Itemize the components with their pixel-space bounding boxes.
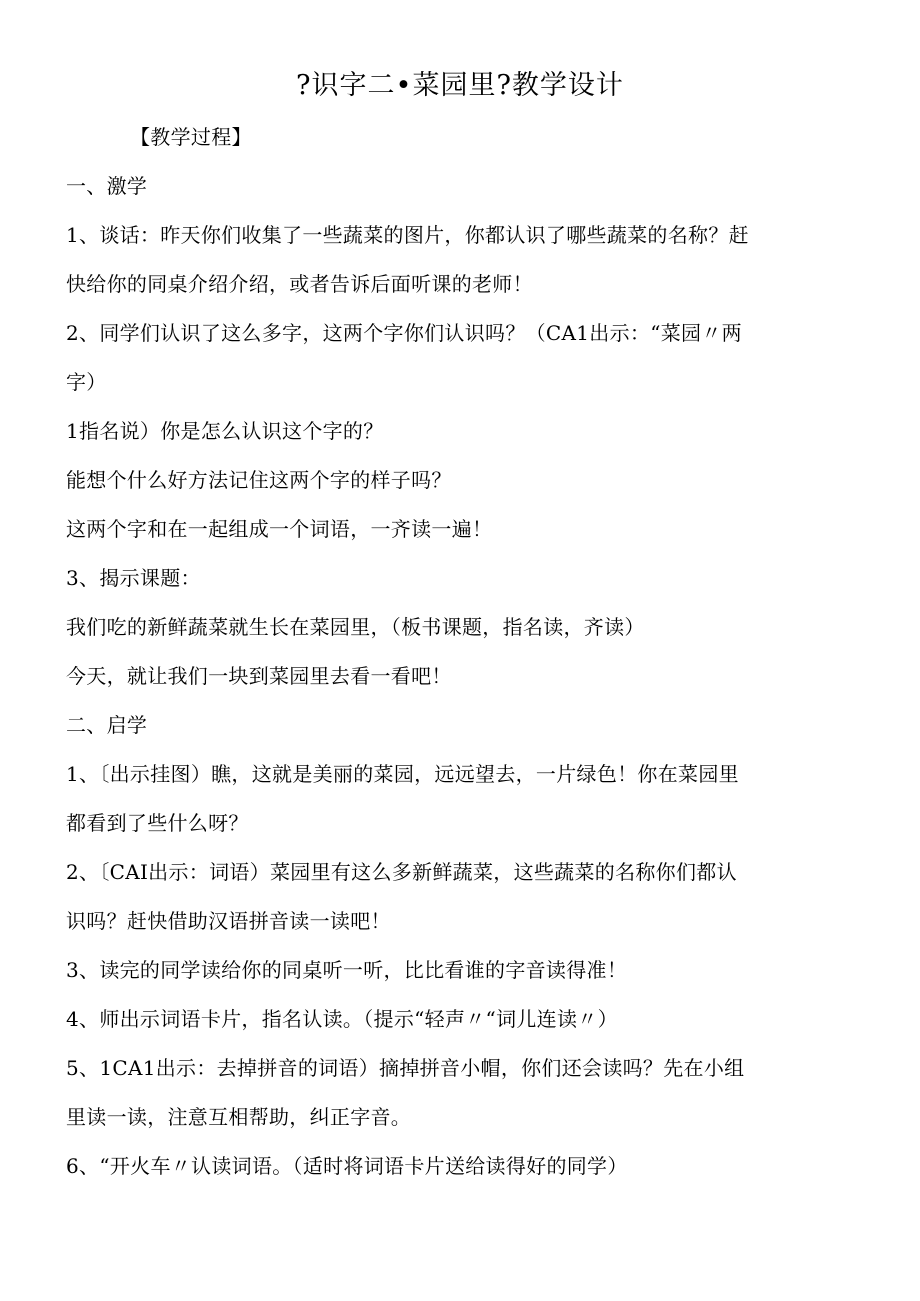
document-title: ?识字二•菜园里?教学设计 bbox=[296, 70, 624, 101]
line-6: 1指名说）你是怎么认识这个字的？ bbox=[66, 419, 384, 443]
line-7: 能想个什么好方法记住这两个字的样子吗？ bbox=[66, 468, 452, 492]
line-21: 6、“开火车〃认读词语。（适时将词语卡片送给读得好的同学） bbox=[66, 1154, 628, 1178]
line-18: 4、师出示词语卡片，指名认读。（提示“轻声〃“词儿连读〃） bbox=[66, 1007, 618, 1031]
line-11: 今天，就让我们一块到菜园里去看一看吧！ bbox=[66, 664, 452, 688]
line-9: 3、揭示课题： bbox=[66, 566, 201, 590]
line-15: 2、〔CAI出示：词语）菜园里有这么多新鲜蔬菜，这些蔬菜的名称你们都认 bbox=[66, 860, 737, 884]
line-19: 5、1CA1出示：去掉拼音的词语）摘掉拼音小帽，你们还会读吗？先在小组 bbox=[66, 1056, 745, 1080]
line-16: 识吗？赶快借助汉语拼音读一读吧！ bbox=[66, 909, 391, 933]
line-5: 字） bbox=[66, 370, 107, 394]
line-17: 3、读完的同学读给你的同桌听一听，比比看谁的字音读得准！ bbox=[66, 958, 628, 982]
line-13: 1、〔出示挂图）瞧，这就是美丽的菜园，远远望去，一片绿色！你在菜园里 bbox=[66, 762, 739, 786]
line-14: 都看到了些什么呀？ bbox=[66, 811, 249, 835]
line-4: 2、同学们认识了这么多字，这两个字你们认识吗？（CA1出示：“菜园〃两 bbox=[66, 321, 742, 345]
line-20: 里读一读，注意互相帮助，纠正字音。 bbox=[66, 1105, 412, 1129]
line-3: 快给你的同桌介绍介绍，或者告诉后面听课的老师！ bbox=[66, 272, 533, 296]
line-2: 1、谈话：昨天你们收集了一些蔬菜的图片，你都认识了哪些蔬菜的名称？赶 bbox=[66, 223, 749, 247]
section-label: 【教学过程】 bbox=[130, 125, 252, 149]
line-1: 一、激学 bbox=[66, 174, 148, 198]
line-10: 我们吃的新鲜蔬菜就生长在菜园里，（板书课题，指名读，齐读） bbox=[66, 615, 645, 639]
line-8: 这两个字和在一起组成一个词语，一齐读一遍！ bbox=[66, 517, 493, 541]
line-12: 二、启学 bbox=[66, 713, 148, 737]
